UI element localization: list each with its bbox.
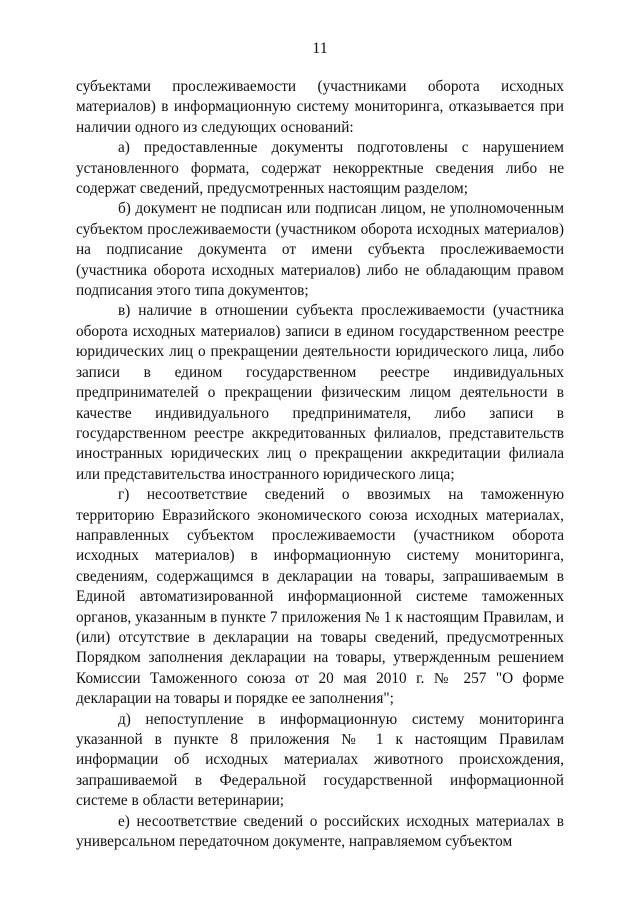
- paragraph-item-d: д) непоступление в информационную систему мониторинга указанной в пункте 8 приложения № 1 к настоящим Правилам информации об исходных материалах животного происхождения, запрашиваемой в Федеральной государственной информационной системе в области ветеринарии;: [76, 710, 564, 810]
- paragraph-item-a: а) предоставленные документы подготовлены с нарушением установленного формата, содержат некорректные сведения либо не содержат сведений, предусмотренных настоящим разделом;: [76, 139, 564, 198]
- paragraph-item-b: б) документ не подписан или подписан лицом, не уполномоченным субъектом прослеживаемости (участником оборота исходных материалов) на подписание документа от имени субъекта прослеживаемости (участника оборота исходных материалов) либо не обладающим правом подписания этого типа документов;: [76, 200, 564, 300]
- document-body: [76, 77, 564, 852]
- paragraph-item-e: е) несоответствие сведений о российских исходных материалах в универсальном передаточном документе, направляемом субъектом: [76, 812, 564, 851]
- page-number: 11: [312, 40, 328, 57]
- paragraph-continuation: субъектами прослеживаемости (участниками оборота исходных материалов) в информационную систему мониторинга, отказывается при наличии одного из следующих оснований:: [76, 78, 564, 136]
- paragraph-item-v: в) наличие в отношении субъекта прослеживаемости (участника оборота исходных материалов) записи в едином государственном реестре юридических лиц о прекращении деятельности юридического лица, либо записи в едином государственном реестре индивидуальных предпринимателей о прекращении физическим лицом деятельности в качестве индивидуального предпринимателя, либо записи в государственном реестре аккредитованных филиалов, представительств иностранных юридических лиц о прекращении аккредитации филиала или представительства иностранного юридического лица;: [76, 302, 564, 483]
- paragraph-item-g: г) несоответствие сведений о ввозимых на таможенную территорию Евразийского экономического союза исходных материалах, направленных субъектом прослеживаемости (участником оборота исходных материалов) в информационную систему мониторинга, сведениям, содержащимся в декларации на товары, запрашиваемым в Единой автоматизированной информационной системе таможенных органов, указанным в пункте 7 приложения № 1 к настоящим Правилам, и (или) отсутствие в декларации на товары сведений, предусмотренных Порядком заполнения декларации на товары, утвержденным решением Комиссии Таможенного союза от 20 мая 2010 г. № 257 "О форме декларации на товары и порядке ее заполнения";: [76, 486, 564, 708]
